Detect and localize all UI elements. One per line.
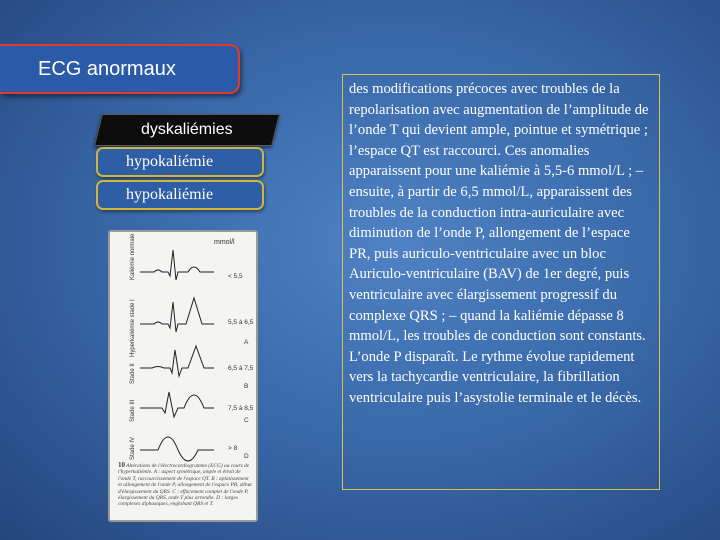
- ecg-letter-3: C: [244, 417, 249, 424]
- ecg-value-2: 6,5 à 7,5: [228, 365, 254, 372]
- ecg-caption: [118, 462, 252, 508]
- ecg-value-0: < 5,5: [228, 273, 243, 280]
- ecg-caption-text: Altérations de l'électrocardiogramme (ECG) au cours de l'hyperkaliémie. A : aspect symétrique, ample et étroit de l'onde T, raccourcissement de l'espace QT. B : aplatissement et allongement de l'onde P, allongement de l'espace PR, début d'élargissement du QRS. C : effacement complet de l'onde P, élargissement du QRS, onde T plus arrondie. D : larges complexes diphasiques, englobant QRS et T.: [118, 463, 252, 508]
- ecg-stage-label-3: Stade III: [130, 399, 136, 422]
- ecg-stage-label-1: Hyperkaliémie stade I: [130, 299, 136, 357]
- ecg-letter-2: B: [244, 383, 249, 390]
- ecg-trace-3: [140, 392, 214, 417]
- ecg-trace-4: [140, 437, 214, 461]
- category-label-text: dyskaliémies: [141, 121, 233, 138]
- ecg-value-3: 7,5 à 8,5: [228, 405, 254, 412]
- ecg-value-4: > 8: [228, 445, 238, 452]
- body-text: des modifications précoces avec troubles de la repolarisation avec augmentation de l’amplitude de l’onde T qui devient ample, pointue et symétrique ; l’espace QT est raccourci. Ces anomalies apparaissent pour une kaliémie à 5,5-6 mmol/L ; – ensuite, à partir de 6,5 mmol/L, apparaissent des troubles de la conduction intra-auriculaire avec diminution de l’onde P, allongement de l’espace PR, puis auriculo-ventriculaire avec un bloc Auriculo-ventriculaire (BAV) de 1er degré, puis ventriculaire avec élargissement progressif du complexe QRS ; – quand la kaliémie dépasse 8 mmol/L, les troubles de conduction sont constants. L’onde P disparaît. Le rythme évolue rapidement vers la tachycardie ventriculaire, la fibrillation ventriculaire puis l’asystolie terminale et le décès.: [349, 81, 649, 406]
- ecg-stage-label-2: Stade II: [130, 363, 136, 384]
- body-text-panel: [342, 74, 660, 490]
- item-label: hypokaliémie: [126, 153, 214, 170]
- ecg-trace-1: [140, 298, 214, 332]
- item-hypokaliemie-1[interactable]: [96, 147, 264, 177]
- ecg-stage-label-0: Kaliémie normale: [130, 233, 136, 280]
- ecg-trace-2: [140, 346, 214, 376]
- category-label: [94, 114, 280, 146]
- ecg-figure: [108, 230, 258, 522]
- ecg-letter-1: A: [244, 339, 249, 346]
- ecg-letter-4: D: [244, 453, 249, 460]
- ecg-unit: mmol/l: [214, 239, 235, 246]
- slide-title-text: ECG anormaux: [38, 57, 176, 80]
- slide-title: [0, 44, 240, 94]
- item-label: hypokaliémie: [126, 186, 214, 203]
- ecg-stage-label-4: Stade IV: [130, 436, 136, 460]
- ecg-value-1: 5,5 à 6,5: [228, 319, 254, 326]
- item-hypokaliemie-2[interactable]: [96, 180, 264, 210]
- ecg-caption-number: 10: [118, 461, 125, 469]
- ecg-trace-0: [140, 250, 214, 280]
